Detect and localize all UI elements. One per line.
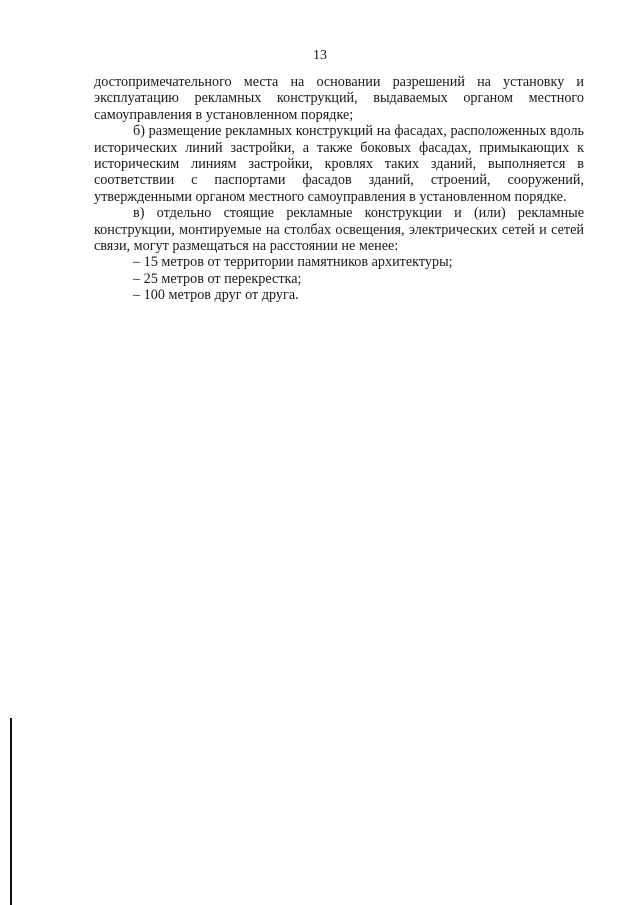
paragraph-continuation: достопримечательного места на основании разрешений на установку и эксплуатацию рекламных конструкций, выдаваемых органом местного самоуправления в установленном порядке; bbox=[94, 74, 584, 123]
paragraph-v: в) отдельно стоящие рекламные конструкции и (или) рекламные конструкции, монтируемые на столбах освещения, электрических сетей и сетей связи, могут размещаться на расстоянии не менее: bbox=[94, 205, 584, 255]
list-item-15-meters: – 15 метров от территории памятников архитектуры; bbox=[133, 254, 453, 271]
list-item-100-meters: – 100 метров друг от друга. bbox=[133, 287, 299, 304]
paragraph-b: б) размещение рекламных конструкций на фасадах, расположенных вдоль исторических линий застройки, а также боковых фасадах, примыкающих к историческим линиям застройки, кровлях таких зданий, выполняется в соответствии с паспортами фасадов зданий, строений, сооружений, утвержденными органом местного самоуправления в установленном порядке. bbox=[94, 123, 584, 205]
scan-edge-line bbox=[10, 718, 12, 905]
page-number: 13 bbox=[313, 48, 327, 63]
list-item-25-meters: – 25 метров от перекрестка; bbox=[133, 270, 302, 287]
document-body bbox=[94, 74, 584, 304]
